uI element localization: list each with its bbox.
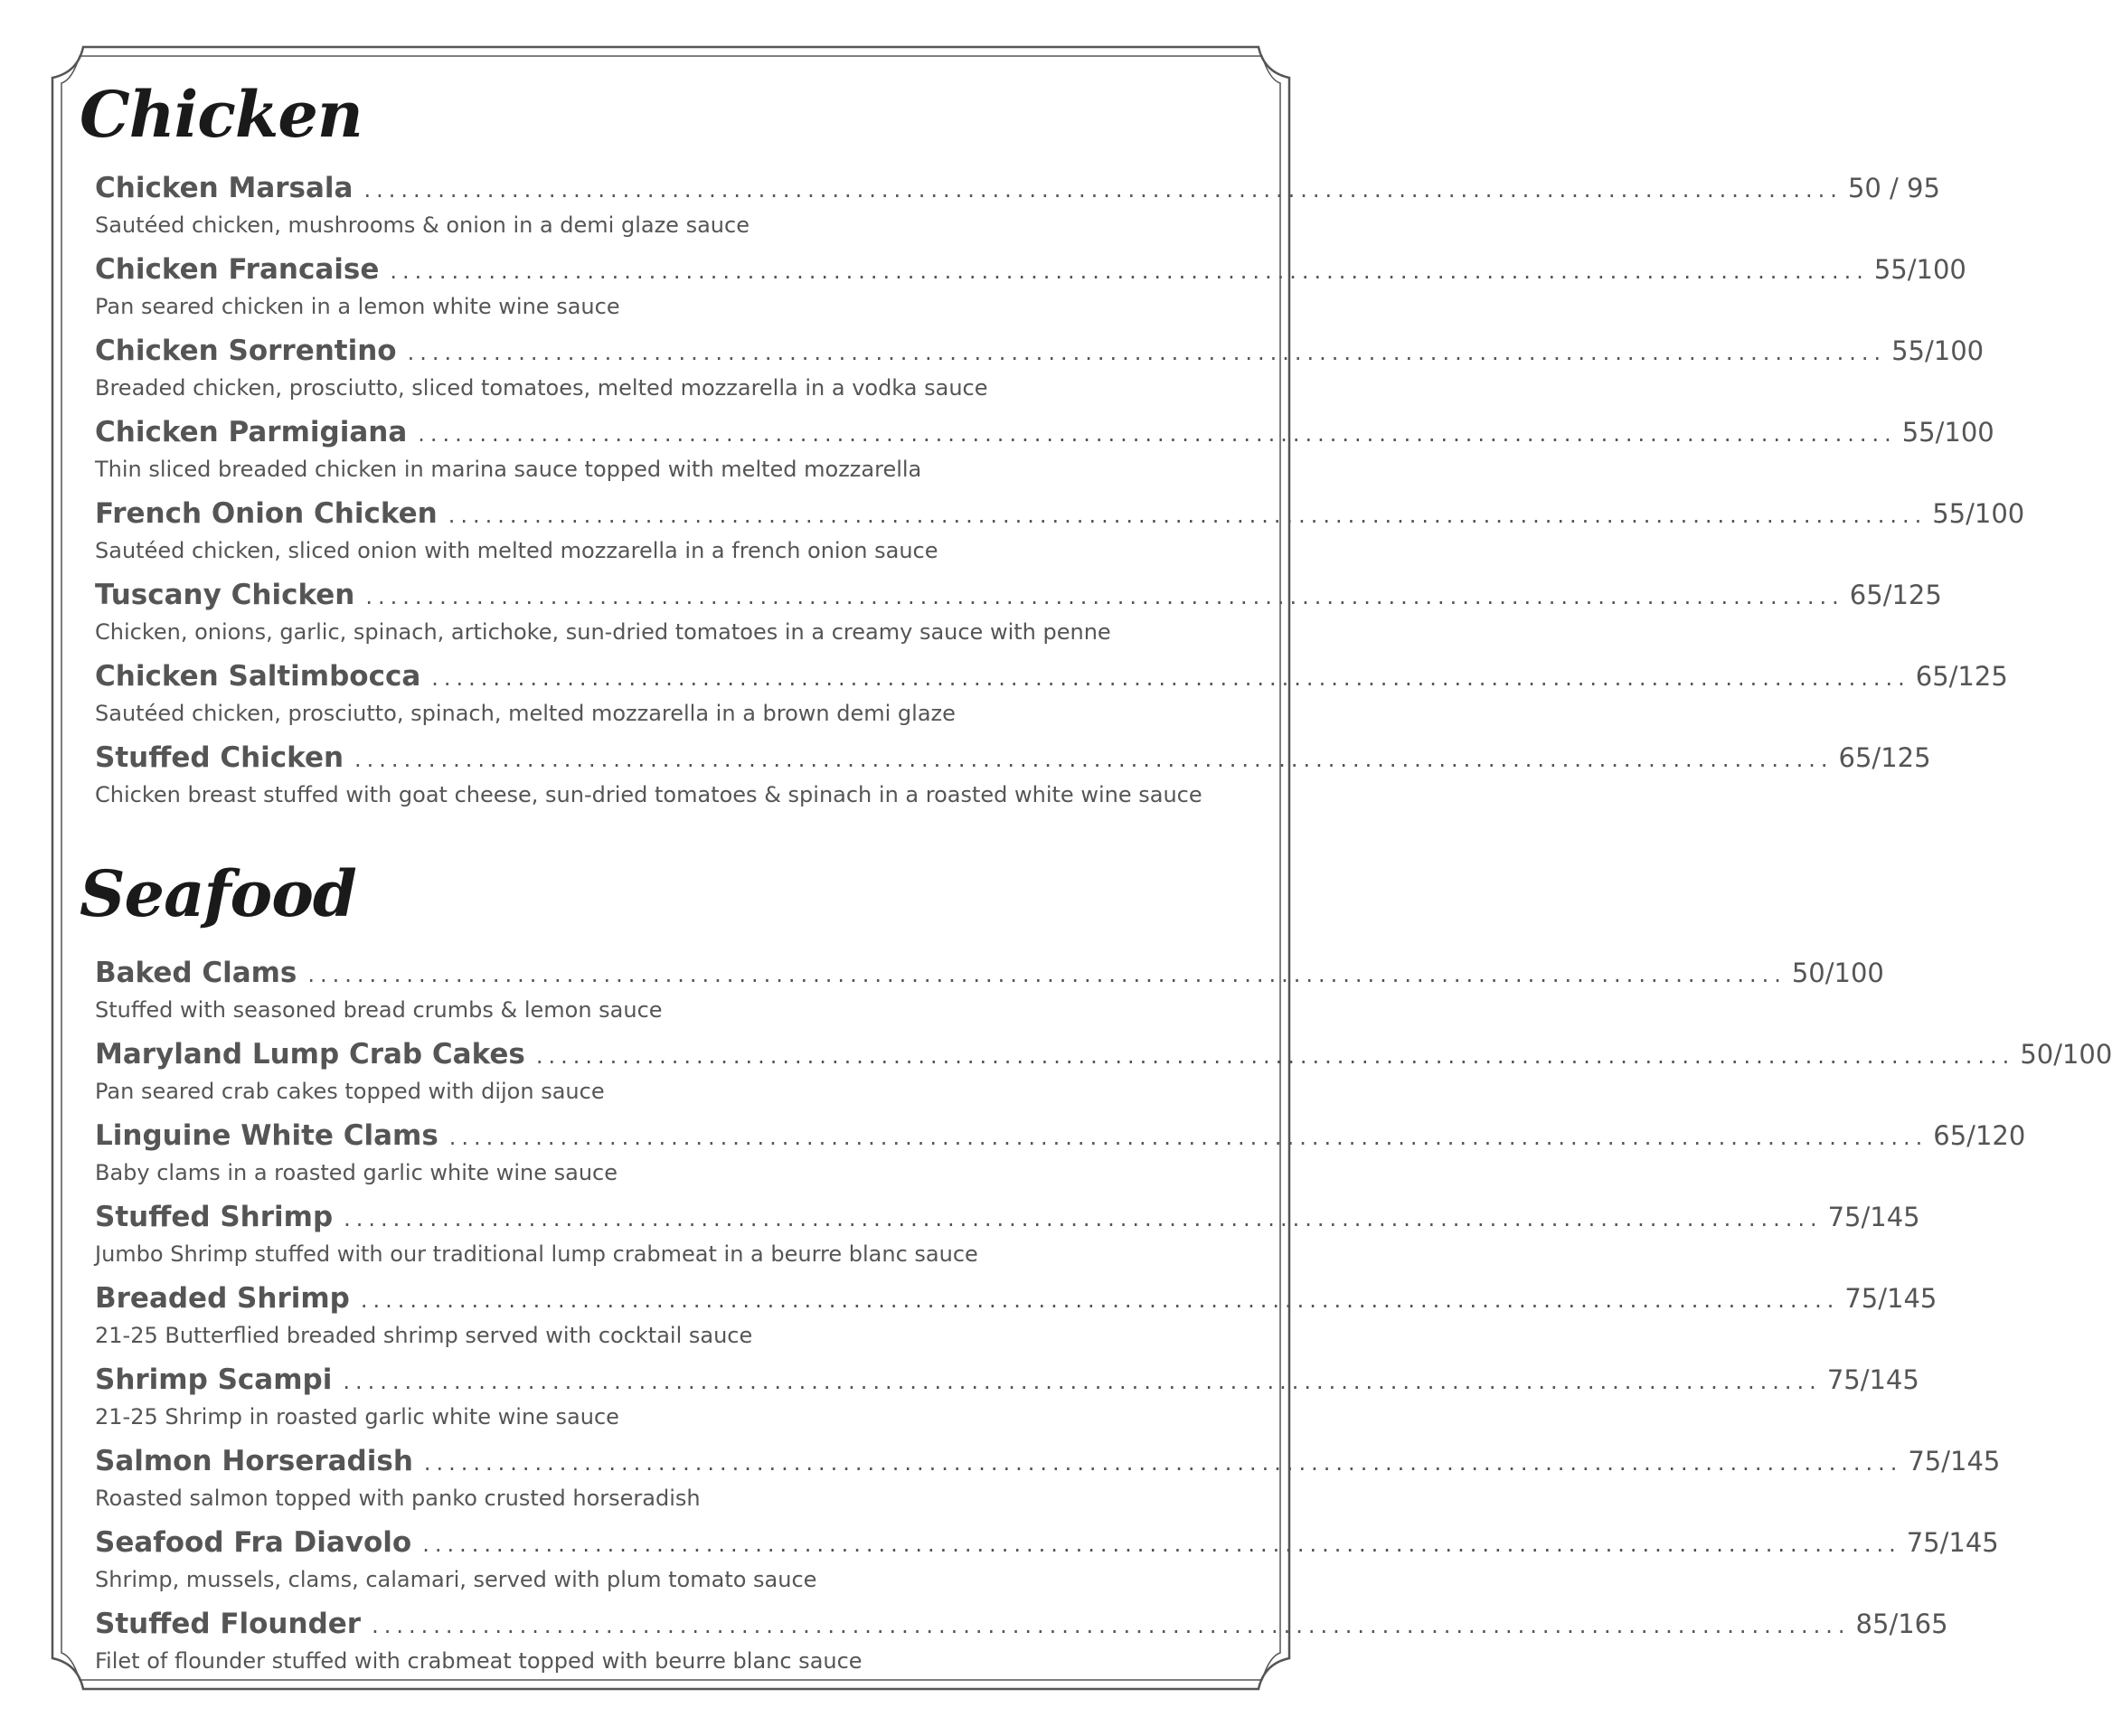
menu-item-name: Baked Clams [95, 957, 297, 989]
menu-content [80, 77, 2112, 1689]
menu-item [95, 1119, 2026, 1201]
menu-item-header [95, 957, 1884, 996]
menu-item-description: Stuffed with seasoned bread crumbs & lemon sauce [95, 997, 663, 1023]
menu-item [95, 1282, 1938, 1363]
menu-item-price: 65/125 [1915, 661, 2008, 692]
menu-item-header [95, 1445, 2001, 1485]
menu-item-header [95, 1201, 1920, 1241]
dot-leader: ........................................................................................................................ [407, 340, 1887, 365]
menu-item-description: Sautéed chicken, sliced onion with melted mozzarella in a french onion sauce [95, 538, 938, 563]
menu-item-description: 21-25 Butterflied breaded shrimp served with cocktail sauce [95, 1323, 753, 1348]
menu-item-name: Chicken Sorrentino [95, 335, 397, 367]
menu-item-name: Chicken Marsala [95, 172, 354, 204]
menu-item-name: Shrimp Scampi [95, 1363, 333, 1396]
menu-item-price: 55/100 [1891, 335, 1985, 366]
menu-item-header [95, 1526, 1999, 1566]
dot-leader: ........................................................................................................................ [448, 1125, 1928, 1150]
menu-item [95, 1038, 2112, 1119]
menu-item-price: 65/125 [1849, 580, 1942, 610]
menu-item-header [95, 1282, 1938, 1322]
dot-leader: ........................................................................................................................ [365, 584, 1844, 609]
dot-leader: ........................................................................................................................ [372, 1613, 1851, 1638]
dot-leader: ........................................................................................................................ [431, 665, 1910, 691]
menu-item-header [95, 1363, 1919, 1403]
dot-leader: ........................................................................................................................ [307, 962, 1787, 987]
dot-leader: ........................................................................................................................ [360, 1288, 1840, 1313]
menu-item-header [95, 172, 1940, 212]
menu-item-name: Chicken Francaise [95, 253, 380, 286]
chicken-items [80, 172, 2025, 823]
menu-item-description: Sautéed chicken, prosciutto, spinach, melted mozzarella in a brown demi glaze [95, 701, 956, 726]
menu-item-header [95, 253, 1966, 293]
menu-item-name: Breaded Shrimp [95, 1282, 350, 1315]
menu-item-price: 50/100 [1791, 958, 1884, 988]
menu-item-description: Pan seared crab cakes topped with dijon sauce [95, 1079, 605, 1104]
menu-item-header [95, 1608, 1948, 1647]
menu-item-description: Filet of flounder stuffed with crabmeat topped with beurre blanc sauce [95, 1648, 863, 1674]
menu-item-header [95, 416, 1994, 456]
menu-item-name: Seafood Fra Diavolo [95, 1526, 412, 1559]
dot-leader: ........................................................................................................................ [390, 259, 1869, 284]
menu-item [95, 1526, 1999, 1608]
menu-item [95, 497, 2025, 579]
menu-item-price: 50 / 95 [1847, 173, 1940, 203]
menu-item [95, 579, 1942, 660]
menu-item [95, 253, 1966, 335]
seafood-section [80, 856, 2112, 1689]
menu-item-description: Chicken breast stuffed with goat cheese, sun-dried tomatoes & spinach in a roasted white wine sauce [95, 782, 1202, 807]
seafood-section-title: Seafood [80, 856, 356, 931]
dot-leader: ........................................................................................................................ [418, 421, 1897, 447]
menu-item-price: 75/145 [1844, 1283, 1938, 1314]
dot-leader: ........................................................................................................................ [448, 503, 1928, 528]
dot-leader: ........................................................................................................................ [343, 1369, 1822, 1394]
menu-item-header [95, 1038, 2112, 1078]
menu-item-name: Linguine White Clams [95, 1119, 438, 1152]
menu-item-name: Tuscany Chicken [95, 579, 355, 611]
dot-leader: ........................................................................................................................ [363, 177, 1843, 203]
menu-item-description: Jumbo Shrimp stuffed with our traditional lump crabmeat in a beurre blanc sauce [95, 1241, 978, 1267]
menu-item [95, 1445, 2001, 1526]
menu-item-name: Stuffed Shrimp [95, 1201, 334, 1233]
chicken-section-title: Chicken [80, 77, 363, 152]
menu-item [95, 172, 1940, 253]
menu-item-price: 75/145 [1827, 1202, 1920, 1232]
menu-item-price: 55/100 [1901, 417, 1994, 448]
menu-item-description: Thin sliced breaded chicken in marina sauce topped with melted mozzarella [95, 457, 922, 482]
menu-item-name: Chicken Parmigiana [95, 416, 408, 448]
menu-item-price: 75/145 [1908, 1446, 2001, 1477]
menu-item-name: Chicken Saltimbocca [95, 660, 421, 693]
chicken-section [80, 77, 2025, 823]
dot-leader: ........................................................................................................................ [535, 1043, 2015, 1069]
menu-item-description: 21-25 Shrimp in roasted garlic white wine sauce [95, 1404, 619, 1429]
menu-item-description: Pan seared chicken in a lemon white wine sauce [95, 294, 620, 319]
menu-item [95, 660, 2008, 741]
menu-item-name: Stuffed Chicken [95, 741, 344, 774]
menu-item-price: 50/100 [2020, 1039, 2112, 1070]
menu-item-price: 75/145 [1906, 1527, 1999, 1558]
menu-item-header [95, 1119, 2026, 1159]
menu-item-price: 65/125 [1838, 742, 1931, 773]
menu-item-price: 65/120 [1933, 1120, 2026, 1151]
dot-leader: ........................................................................................................................ [423, 1450, 1903, 1476]
menu-item-header [95, 497, 2025, 537]
dot-leader: ........................................................................................................................ [354, 747, 1834, 772]
menu-item-price: 75/145 [1826, 1364, 1919, 1395]
menu-item-description: Shrimp, mussels, clams, calamari, served with plum tomato sauce [95, 1567, 817, 1592]
menu-item [95, 416, 1994, 497]
menu-item-header [95, 660, 2008, 700]
menu-item [95, 335, 1985, 416]
menu-item-description: Chicken, onions, garlic, spinach, artichoke, sun-dried tomatoes in a creamy sauce with penne [95, 619, 1111, 645]
menu-item-name: French Onion Chicken [95, 497, 438, 530]
menu-item-description: Roasted salmon topped with panko crusted horseradish [95, 1486, 701, 1511]
menu-item [95, 1363, 1919, 1445]
menu-item [95, 1608, 1948, 1689]
dot-leader: ........................................................................................................................ [422, 1532, 1901, 1557]
menu-item-price: 55/100 [1932, 498, 2025, 529]
menu-item-price: 55/100 [1873, 254, 1966, 285]
menu-item [95, 957, 1884, 1038]
menu-item-description: Sautéed chicken, mushrooms & onion in a demi glaze sauce [95, 212, 750, 238]
menu-item-name: Maryland Lump Crab Cakes [95, 1038, 525, 1071]
menu-item-price: 85/165 [1855, 1609, 1948, 1639]
menu-item-name: Salmon Horseradish [95, 1445, 413, 1477]
seafood-items [80, 957, 2112, 1689]
menu-item-header [95, 335, 1985, 374]
menu-item-description: Baby clams in a roasted garlic white wine sauce [95, 1160, 618, 1185]
menu-item-description: Breaded chicken, prosciutto, sliced tomatoes, melted mozzarella in a vodka sauce [95, 375, 988, 401]
menu-item [95, 741, 1931, 823]
menu-item [95, 1201, 1920, 1282]
menu-item-header [95, 741, 1931, 781]
menu-item-header [95, 579, 1942, 618]
dot-leader: ........................................................................................................................ [344, 1206, 1823, 1231]
menu-item-name: Stuffed Flounder [95, 1608, 362, 1640]
